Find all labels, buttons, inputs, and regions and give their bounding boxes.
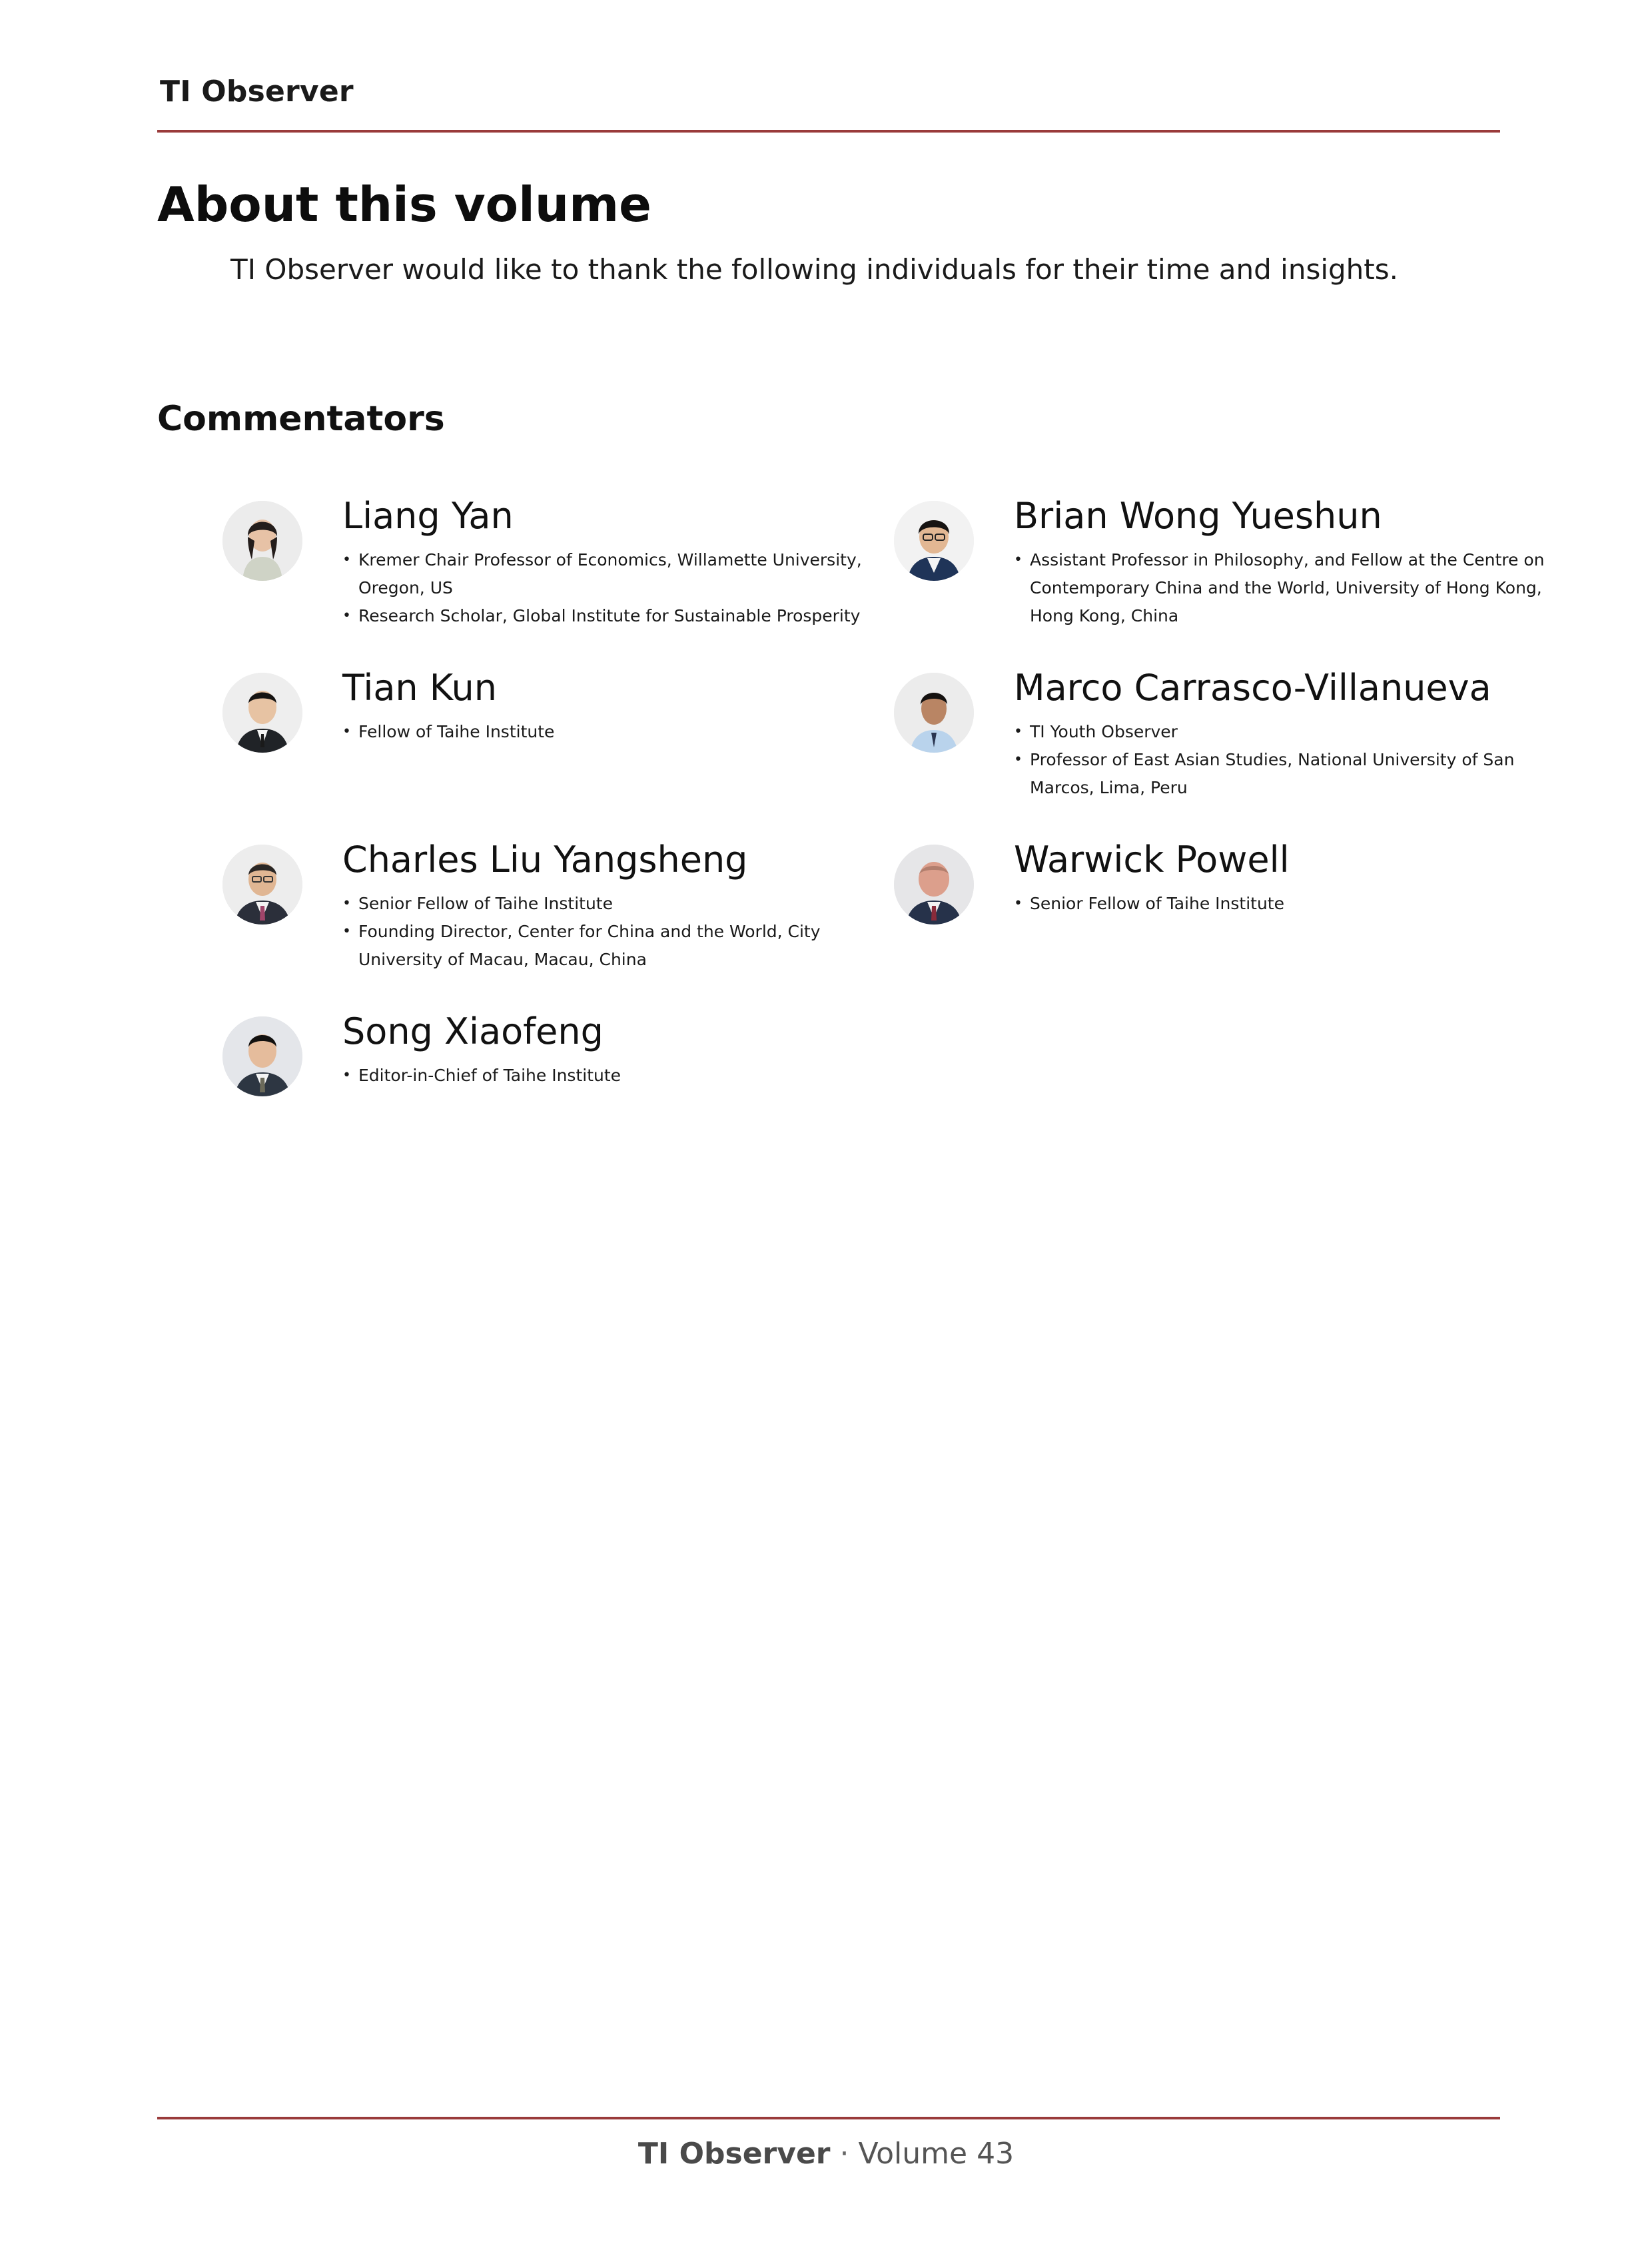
portrait-icon xyxy=(894,845,974,925)
header-rule xyxy=(157,130,1500,133)
commentator-photo xyxy=(222,501,302,581)
portrait-icon xyxy=(222,845,302,925)
commentator-name: Song Xiaofeng xyxy=(342,1010,604,1052)
commentator-name: Marco Carrasco-Villanueva xyxy=(1014,667,1491,709)
role-item: • TI Youth Observer xyxy=(1014,718,1560,746)
commentator-photo xyxy=(894,673,974,753)
footer-separator: · xyxy=(830,2137,859,2171)
role-list xyxy=(1014,890,1560,918)
portrait-icon xyxy=(222,501,302,581)
commentator-photo xyxy=(894,845,974,925)
role-item: • Fellow of Taihe Institute xyxy=(342,718,889,746)
role-item: • Kremer Chair Professor of Economics, Willamette University, Oregon, US xyxy=(342,546,889,602)
footer-volume: Volume 43 xyxy=(858,2137,1015,2171)
commentator-name: Charles Liu Yangsheng xyxy=(342,839,748,881)
role-list xyxy=(342,1062,889,1090)
commentator-name: Liang Yan xyxy=(342,495,514,537)
commentator-photo xyxy=(222,845,302,925)
role-list xyxy=(342,718,889,746)
section-heading-commentators: Commentators xyxy=(157,399,445,439)
portrait-icon xyxy=(894,673,974,753)
page-footer xyxy=(0,2137,1652,2171)
header-title: TI Observer xyxy=(160,75,354,109)
portrait-icon xyxy=(222,673,302,753)
commentator-name: Tian Kun xyxy=(342,667,497,709)
role-list xyxy=(1014,718,1560,802)
page-heading: About this volume xyxy=(157,177,651,232)
commentator-name: Warwick Powell xyxy=(1014,839,1290,881)
footer-rule xyxy=(157,2117,1500,2119)
footer-brand: TI Observer xyxy=(637,2137,831,2171)
commentator-photo xyxy=(894,501,974,581)
role-item: • Senior Fellow of Taihe Institute xyxy=(342,890,889,918)
role-list xyxy=(342,890,889,974)
role-item: • Assistant Professor in Philosophy, and Fellow at the Centre on Contemporary China and the World, University of Hong Kong, Hong Kong, China xyxy=(1014,546,1560,630)
role-item: • Senior Fellow of Taihe Institute xyxy=(1014,890,1560,918)
commentator-name: Brian Wong Yueshun xyxy=(1014,495,1382,537)
portrait-icon xyxy=(894,501,974,581)
intro-text: TI Observer would like to thank the following individuals for their time and insights. xyxy=(230,253,1398,286)
role-item: • Founding Director, Center for China and the World, City University of Macau, Macau, China xyxy=(342,918,889,974)
commentator-photo xyxy=(222,673,302,753)
role-item: • Professor of East Asian Studies, National University of San Marcos, Lima, Peru xyxy=(1014,746,1560,802)
role-list xyxy=(342,546,889,630)
role-list xyxy=(1014,546,1560,630)
commentator-photo xyxy=(222,1016,302,1096)
portrait-icon xyxy=(222,1016,302,1096)
role-item: • Research Scholar, Global Institute for Sustainable Prosperity xyxy=(342,602,889,630)
role-item: • Editor-in-Chief of Taihe Institute xyxy=(342,1062,889,1090)
